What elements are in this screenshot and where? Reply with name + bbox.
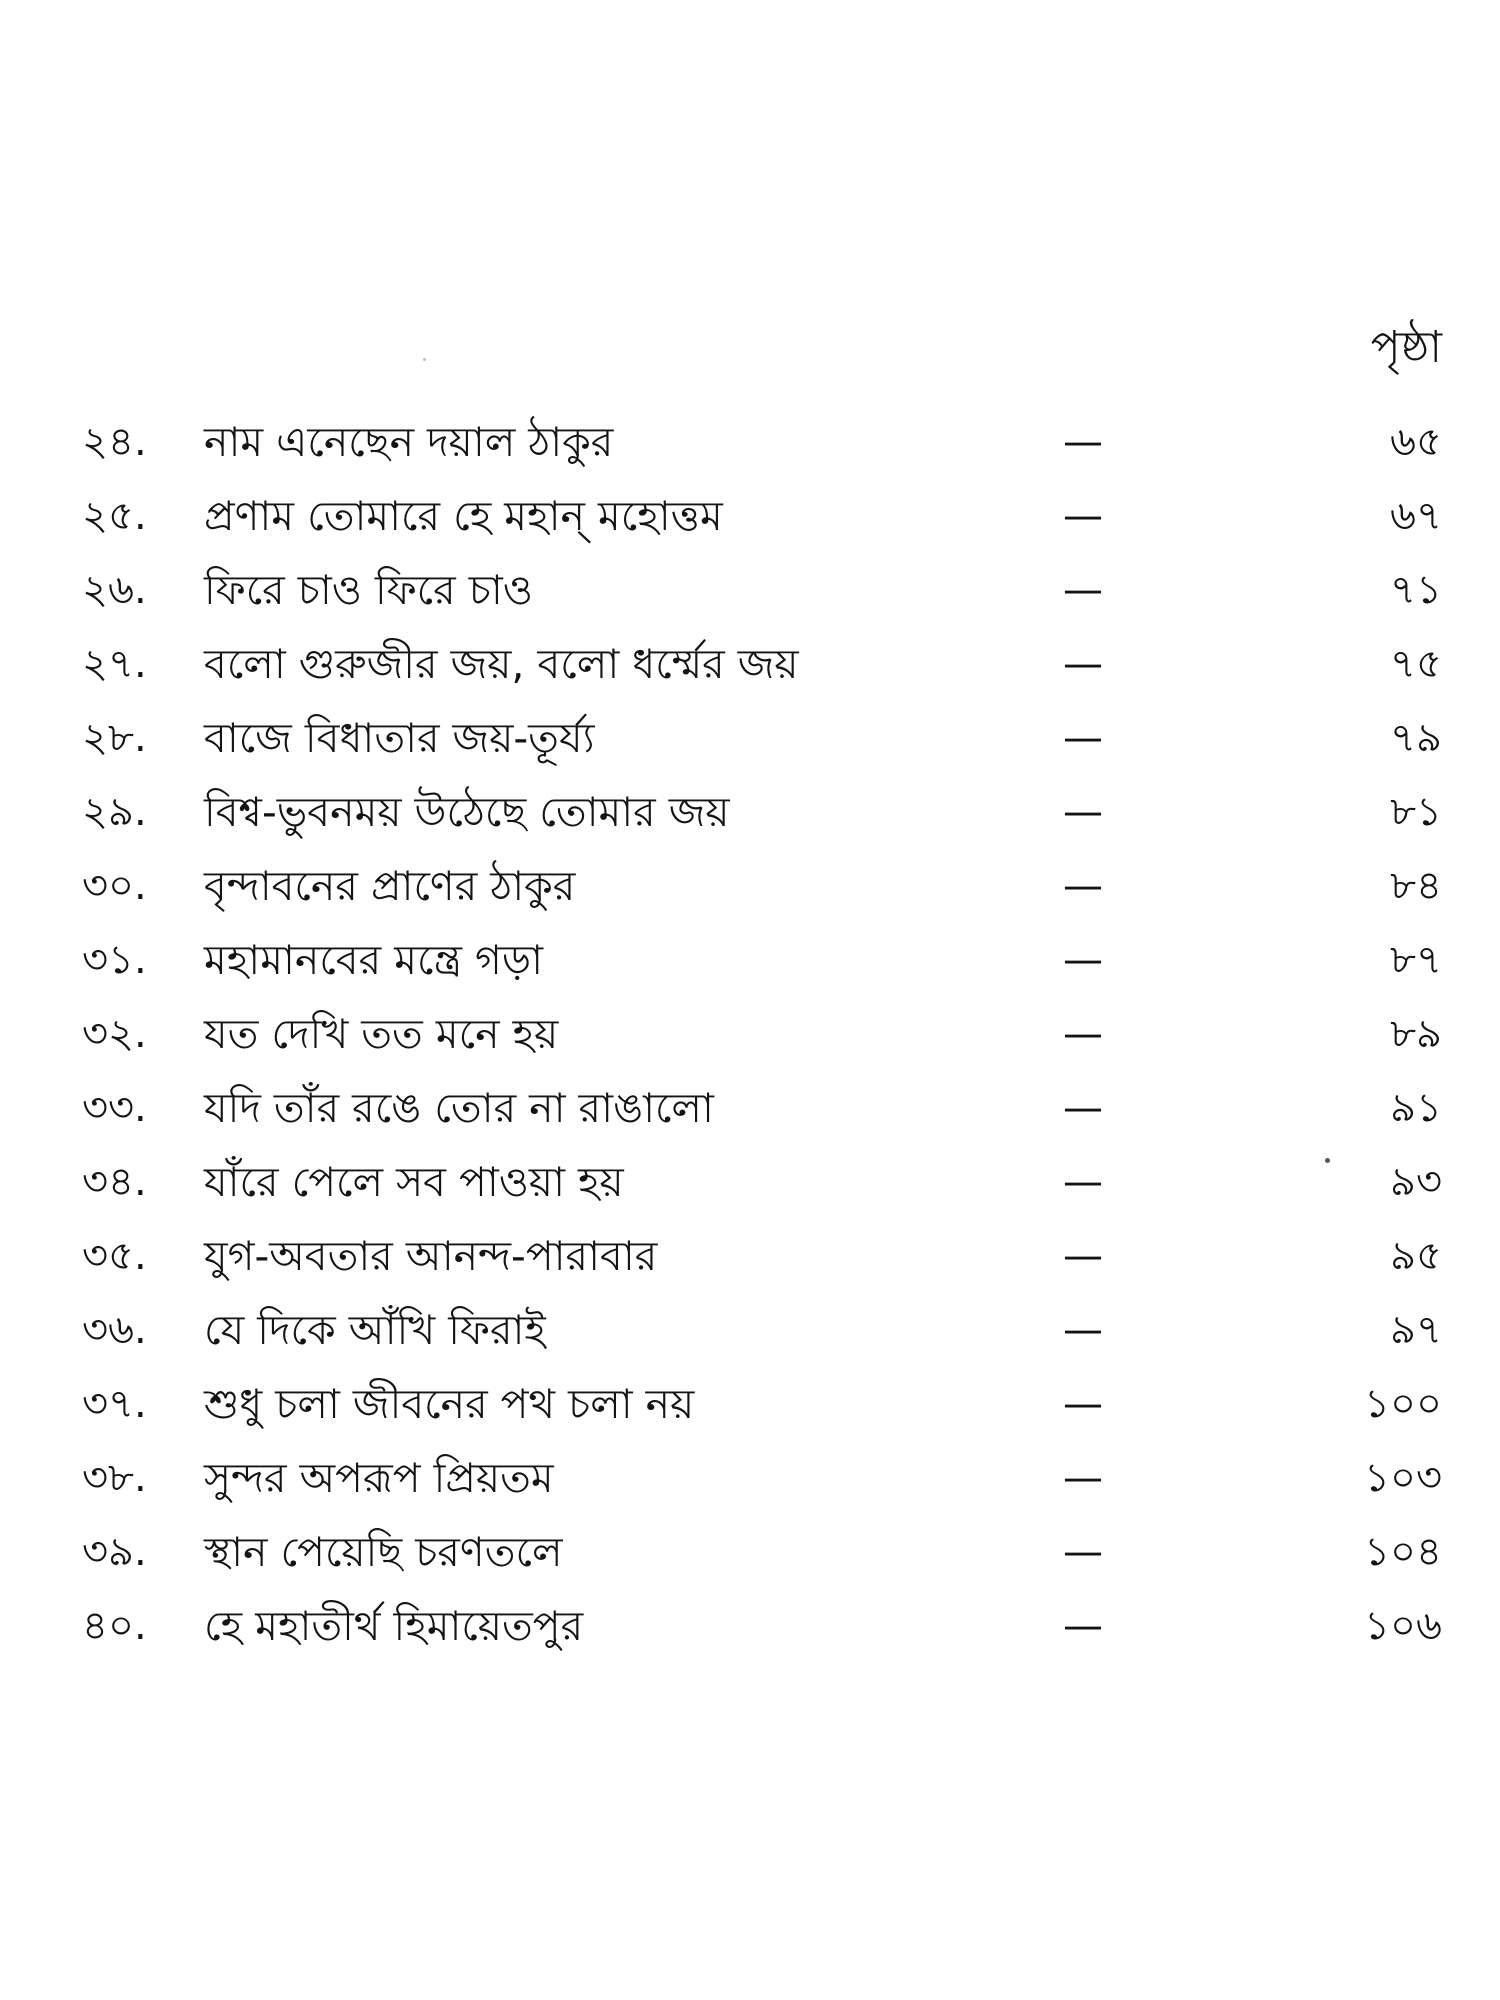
entry-page-number: ৮৪ [1390, 863, 1442, 909]
toc-entry [0, 1441, 1500, 1515]
entry-dash: — [1063, 1085, 1103, 1131]
entry-number: ৩৯. [82, 1529, 147, 1575]
entry-number: ৩৭. [82, 1381, 147, 1427]
toc-entry [0, 1589, 1500, 1663]
toc-entry [0, 849, 1500, 923]
entry-title: মহামানবের মন্ত্রে গড়া [204, 936, 543, 984]
entry-number: ৩২. [82, 1011, 147, 1057]
entry-page-number: ৯৫ [1390, 1233, 1442, 1279]
toc-entry [0, 775, 1500, 849]
entry-page-number: ৯৭ [1390, 1307, 1442, 1353]
entry-number: ২৬. [82, 567, 147, 613]
entry-dash: — [1063, 1603, 1103, 1649]
entry-title: স্থান পেয়েছি চরণতলে [204, 1528, 563, 1576]
entry-number: ২৮. [82, 715, 147, 761]
entry-page-number: ৮৭ [1390, 937, 1442, 983]
entry-number: ৩৬. [82, 1307, 147, 1353]
entry-page-number: ৭৫ [1390, 641, 1442, 687]
toc-entry [0, 997, 1500, 1071]
entry-title: যত দেখি তত মনে হয় [204, 1010, 559, 1058]
entry-page-number: ৯১ [1390, 1085, 1442, 1131]
toc-entry [0, 1145, 1500, 1219]
entry-page-number: ১০০ [1364, 1381, 1442, 1427]
entry-dash: — [1063, 789, 1103, 835]
entry-dash: — [1063, 419, 1103, 465]
entry-title: বলো গুরুজীর জয়, বলো ধর্ম্মের জয় [204, 640, 799, 688]
entry-page-number: ১০৩ [1364, 1455, 1442, 1501]
entry-page-number: ৬৫ [1390, 419, 1442, 465]
entry-dash: — [1063, 493, 1103, 539]
page-column-heading: পৃষ্ঠা [1370, 322, 1442, 373]
entry-dash: — [1063, 1159, 1103, 1205]
entry-title: শুধু চলা জীবনের পথ চলা নয় [204, 1380, 695, 1428]
entry-title: বাজে বিধাতার জয়-তূর্য্য [204, 714, 595, 762]
entry-number: ৪০. [82, 1603, 147, 1649]
entry-page-number: ১০৬ [1364, 1603, 1442, 1649]
entry-dash: — [1063, 567, 1103, 613]
entry-dash: — [1063, 715, 1103, 761]
toc-entry [0, 923, 1500, 997]
entry-dash: — [1063, 641, 1103, 687]
toc-entry [0, 1515, 1500, 1589]
entry-page-number: ৬৭ [1389, 493, 1442, 539]
entry-number: ৩৪. [82, 1159, 147, 1205]
entry-number: ২৭. [82, 641, 147, 687]
entry-number: ৩৮. [82, 1455, 147, 1501]
entry-dash: — [1063, 1307, 1103, 1353]
entry-title: যদি তাঁর রঙে তোর না রাঙালো [204, 1084, 714, 1132]
entry-page-number: ৭১ [1390, 567, 1442, 613]
entry-number: ৩০. [82, 863, 147, 909]
entry-number: ২৫. [82, 493, 147, 539]
entry-number: ৩৫. [82, 1233, 147, 1279]
toc-entry [0, 479, 1500, 553]
entry-number: ৩১. [82, 937, 147, 983]
toc-entry [0, 553, 1500, 627]
entry-title: প্রণাম তোমারে হে মহান্ মহোত্তম [204, 492, 723, 540]
entry-title: বৃন্দাবনের প্রাণের ঠাকুর [204, 862, 576, 910]
entry-title: হে মহাতীর্থ হিমায়েতপুর [204, 1602, 584, 1650]
entry-page-number: ৯৩ [1390, 1159, 1442, 1205]
toc-entry [0, 1219, 1500, 1293]
toc-entry [0, 1071, 1500, 1145]
entry-title: যাঁরে পেলে সব পাওয়া হয় [204, 1158, 624, 1206]
toc-entry [0, 1367, 1500, 1441]
entry-page-number: ৭৯ [1390, 715, 1442, 761]
entry-title: যে দিকে আঁখি ফিরাই [204, 1306, 546, 1354]
entry-title: ফিরে চাও ফিরে চাও [204, 566, 533, 614]
entry-dash: — [1063, 1455, 1103, 1501]
entry-number: ২৯. [82, 789, 147, 835]
entry-page-number: ৮৯ [1390, 1011, 1442, 1057]
entry-title: নাম এনেছেন দয়াল ঠাকুর [204, 418, 614, 466]
entry-title: সুন্দর অপরূপ প্রিয়তম [204, 1454, 554, 1502]
toc-entry [0, 405, 1500, 479]
entry-number: ৩৩. [82, 1085, 147, 1131]
table-of-contents [0, 405, 1500, 1663]
toc-entry [0, 701, 1500, 775]
entry-page-number: ১০৪ [1364, 1529, 1442, 1575]
entry-title: বিশ্ব-ভুবনময় উঠেছে তোমার জয় [204, 788, 730, 836]
entry-dash: — [1063, 1233, 1103, 1279]
entry-dash: — [1063, 937, 1103, 983]
entry-dash: — [1063, 1011, 1103, 1057]
entry-number: ২৪. [82, 419, 147, 465]
entry-title: যুগ-অবতার আনন্দ-পারাবার [204, 1232, 658, 1280]
toc-entry [0, 627, 1500, 701]
entry-dash: — [1063, 1529, 1103, 1575]
print-speck [1325, 1158, 1330, 1163]
toc-entry [0, 1293, 1500, 1367]
entry-page-number: ৮১ [1390, 789, 1442, 835]
entry-dash: — [1063, 863, 1103, 909]
print-speck [423, 358, 426, 361]
entry-dash: — [1063, 1381, 1103, 1427]
